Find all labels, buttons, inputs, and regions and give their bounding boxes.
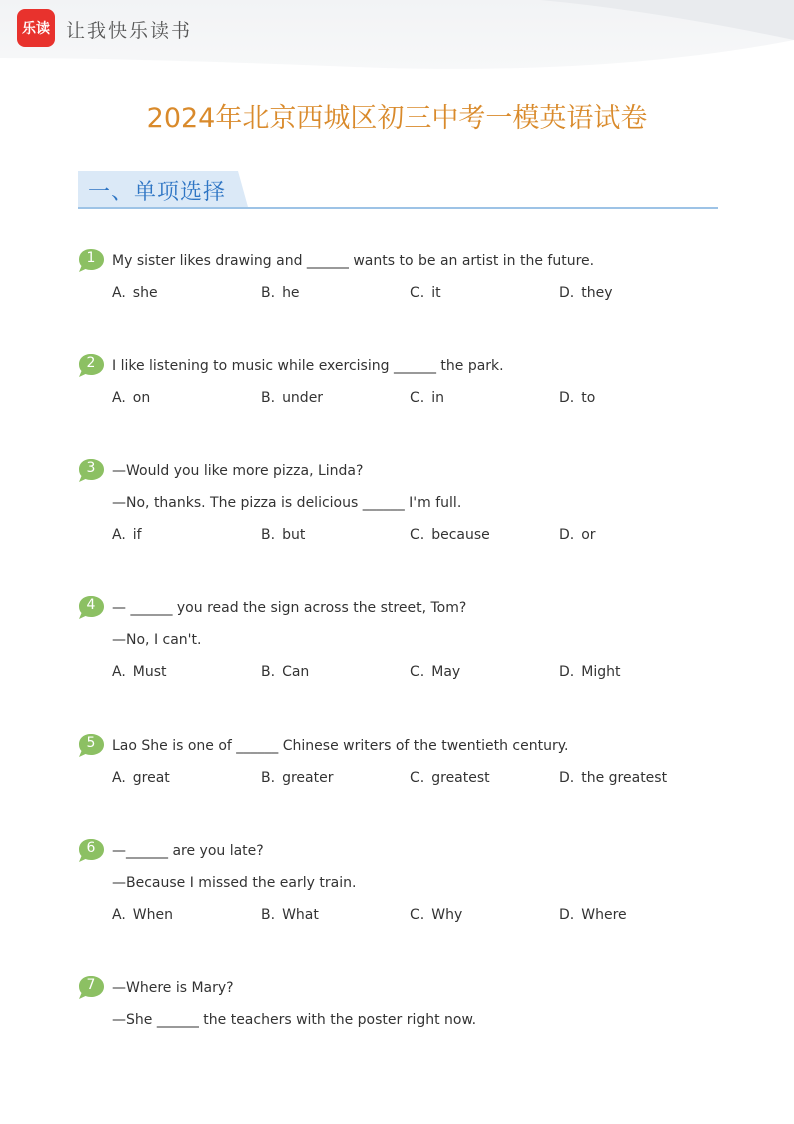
answer-option[interactable] — [112, 527, 142, 543]
option-text: he — [282, 285, 300, 301]
question-stem-line: My sister likes drawing and ______ wants to be an artist in the future. — [112, 253, 595, 269]
answer-option[interactable] — [112, 390, 150, 406]
answer-option[interactable] — [410, 390, 444, 406]
option-text: they — [581, 285, 613, 301]
section-title: 一、单项选择 — [88, 180, 227, 205]
answer-option[interactable] — [410, 907, 462, 923]
option-text: greater — [282, 770, 334, 786]
option-label: A. — [112, 285, 126, 301]
question-number-badge — [78, 838, 104, 862]
option-label: B. — [261, 664, 276, 680]
question-stem-line: —Would you like more pizza, Linda? — [112, 463, 364, 479]
answer-option[interactable] — [261, 390, 323, 406]
option-label: D. — [559, 907, 575, 923]
question-stem-line: —Because I missed the early train. — [112, 875, 357, 891]
answer-option[interactable] — [559, 390, 595, 406]
option-text: Might — [581, 664, 621, 680]
option-text: but — [282, 527, 306, 543]
option-text: because — [431, 527, 490, 543]
question-stem-line: — ______ you read the sign across the street, Tom? — [112, 600, 467, 616]
answer-option[interactable] — [112, 285, 158, 301]
option-label: C. — [410, 285, 425, 301]
question-number-badge — [78, 975, 104, 999]
answer-option[interactable] — [559, 770, 667, 786]
question-number: 2 — [86, 355, 96, 371]
option-label: C. — [410, 770, 425, 786]
option-label: B. — [261, 527, 276, 543]
question-number: 3 — [86, 460, 96, 476]
answer-option[interactable] — [559, 527, 596, 543]
option-label: A. — [112, 390, 126, 406]
option-text: What — [282, 907, 319, 923]
option-label: A. — [112, 664, 126, 680]
option-label: D. — [559, 664, 575, 680]
answer-option[interactable] — [261, 770, 333, 786]
answer-option[interactable] — [410, 527, 490, 543]
option-label: D. — [559, 527, 575, 543]
option-label: B. — [261, 285, 276, 301]
question-number: 4 — [86, 597, 96, 613]
option-label: A. — [112, 907, 126, 923]
section-divider — [78, 207, 718, 209]
option-text: the greatest — [581, 770, 668, 786]
option-text: May — [431, 664, 461, 680]
answer-option[interactable] — [261, 527, 305, 543]
option-text: to — [581, 390, 596, 406]
option-text: When — [132, 907, 173, 923]
answer-option[interactable] — [112, 770, 170, 786]
answer-option[interactable] — [112, 907, 173, 923]
answer-option[interactable] — [261, 664, 309, 680]
option-label: C. — [410, 907, 425, 923]
option-text: if — [132, 527, 142, 543]
option-label: D. — [559, 285, 575, 301]
option-text: under — [282, 390, 324, 406]
answer-option[interactable] — [261, 907, 319, 923]
section-header — [78, 171, 718, 209]
option-label: A. — [112, 527, 126, 543]
question-stem-line: Lao She is one of ______ Chinese writers of the twentieth century. — [112, 738, 569, 754]
brand-slogan: 让我快乐读书 — [66, 20, 193, 42]
option-label: B. — [261, 390, 276, 406]
option-text: it — [431, 285, 441, 301]
question-stem-line: —Where is Mary? — [112, 980, 234, 996]
question-number: 6 — [86, 840, 96, 856]
option-text: in — [431, 390, 444, 406]
option-text: Where — [581, 907, 627, 923]
question-stem-line: I like listening to music while exercising ______ the park. — [112, 358, 504, 374]
option-text: Can — [282, 664, 310, 680]
option-label: B. — [261, 770, 276, 786]
option-text: on — [132, 390, 151, 406]
option-label: D. — [559, 390, 575, 406]
answer-option[interactable] — [559, 664, 620, 680]
answer-option[interactable] — [410, 285, 441, 301]
answer-option[interactable] — [261, 285, 300, 301]
question-number: 7 — [86, 977, 96, 993]
question-stem-line: —______ are you late? — [112, 843, 264, 859]
option-text: she — [132, 285, 158, 301]
option-text: Why — [431, 907, 463, 923]
question-number: 5 — [86, 735, 96, 751]
option-label: D. — [559, 770, 575, 786]
page-title: 2024年北京西城区初三中考一模英语试卷 — [146, 103, 648, 134]
answer-option[interactable] — [112, 664, 167, 680]
question-stem-line: —No, I can't. — [112, 632, 202, 648]
option-label: B. — [261, 907, 276, 923]
answer-option[interactable] — [559, 285, 613, 301]
answer-option[interactable] — [559, 907, 627, 923]
option-label: C. — [410, 664, 425, 680]
question-number: 1 — [86, 250, 96, 266]
question-number-badge — [78, 248, 104, 272]
question-number-badge — [78, 595, 104, 619]
option-text: greatest — [431, 770, 490, 786]
option-text: Must — [132, 664, 167, 680]
option-text: or — [581, 527, 596, 543]
answer-option[interactable] — [410, 770, 490, 786]
question-stem-line: —She ______ the teachers with the poster right now. — [112, 1012, 477, 1028]
brand-logo: 乐读 — [17, 9, 55, 47]
option-label: A. — [112, 770, 126, 786]
answer-option[interactable] — [410, 664, 460, 680]
question-number-badge — [78, 733, 104, 757]
option-label: C. — [410, 390, 425, 406]
question-number-badge — [78, 353, 104, 377]
option-label: C. — [410, 527, 425, 543]
question-stem-line: —No, thanks. The pizza is delicious ______ I'm full. — [112, 495, 462, 511]
question-number-badge — [78, 458, 104, 482]
option-text: great — [132, 770, 170, 786]
